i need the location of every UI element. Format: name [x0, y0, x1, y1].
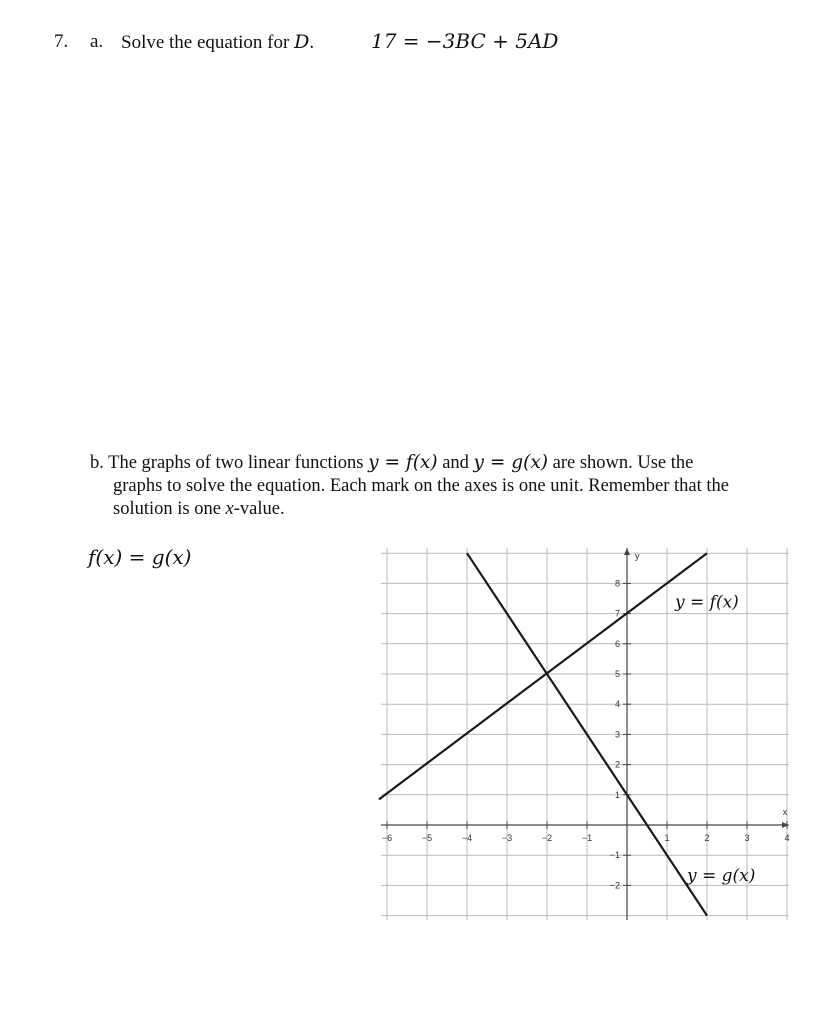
- part-b-text-4: solution is one: [113, 499, 226, 519]
- part-b-text-2: and: [437, 453, 474, 473]
- x-tick-label: 3: [744, 833, 750, 843]
- x-tick-label: 1: [664, 833, 670, 843]
- x-variable: x: [225, 499, 234, 519]
- question-number: 7.: [54, 31, 69, 52]
- label-g: y = g(x): [687, 865, 756, 886]
- part-a-label: a.: [90, 31, 104, 52]
- x-tick-label: −1: [581, 833, 593, 843]
- x-tick-label: −3: [501, 833, 513, 843]
- part-b-text-3: are shown. Use the: [547, 453, 694, 473]
- y-tick-label: 4: [614, 699, 620, 710]
- x-tick-label: −6: [381, 833, 393, 843]
- y-tick-label: −1: [609, 850, 620, 861]
- y-tick-label: 8: [614, 578, 620, 589]
- y-tick-label: 1: [614, 789, 620, 800]
- part-a-variable: D: [294, 31, 310, 53]
- y-tick-label: 2: [614, 759, 620, 770]
- y-axis-arrow: [624, 548, 630, 555]
- y-tick-label: 5: [614, 669, 620, 679]
- x-tick-label: −5: [421, 833, 433, 843]
- part-a-text: Solve the equation for: [121, 32, 295, 53]
- x-tick-label: −2: [541, 833, 553, 843]
- y-tick-label: 6: [614, 638, 620, 649]
- y-tick-label: −2: [609, 880, 620, 891]
- part-b-text-1: The graphs of two linear functions: [108, 453, 369, 473]
- line-f: [379, 553, 707, 799]
- f-expression: y = f(x): [368, 452, 438, 473]
- x-tick-label: 2: [704, 833, 710, 843]
- x-tick-label: 4: [784, 833, 790, 843]
- part-a-period: .: [309, 32, 315, 53]
- y-tick-label: 3: [614, 729, 620, 740]
- part-a-equation: 17 = −3BC + 5AD: [371, 29, 559, 53]
- label-f: y = f(x): [675, 592, 739, 613]
- x-tick-label: −4: [461, 833, 473, 843]
- g-expression: y = g(x): [473, 452, 548, 473]
- y-tick-label: 7: [614, 608, 620, 619]
- y-axis-label: y: [635, 551, 640, 561]
- part-b-equation: f(x) = g(x): [88, 545, 192, 569]
- part-b-text-5: -value.: [233, 499, 285, 519]
- part-b-line-2: graphs to solve the equation. Each mark on the axes is one unit. Remember that the: [113, 476, 729, 496]
- x-axis-label: x: [782, 807, 788, 817]
- x-axis-arrow: [782, 822, 789, 828]
- part-b-label: b.: [90, 453, 104, 473]
